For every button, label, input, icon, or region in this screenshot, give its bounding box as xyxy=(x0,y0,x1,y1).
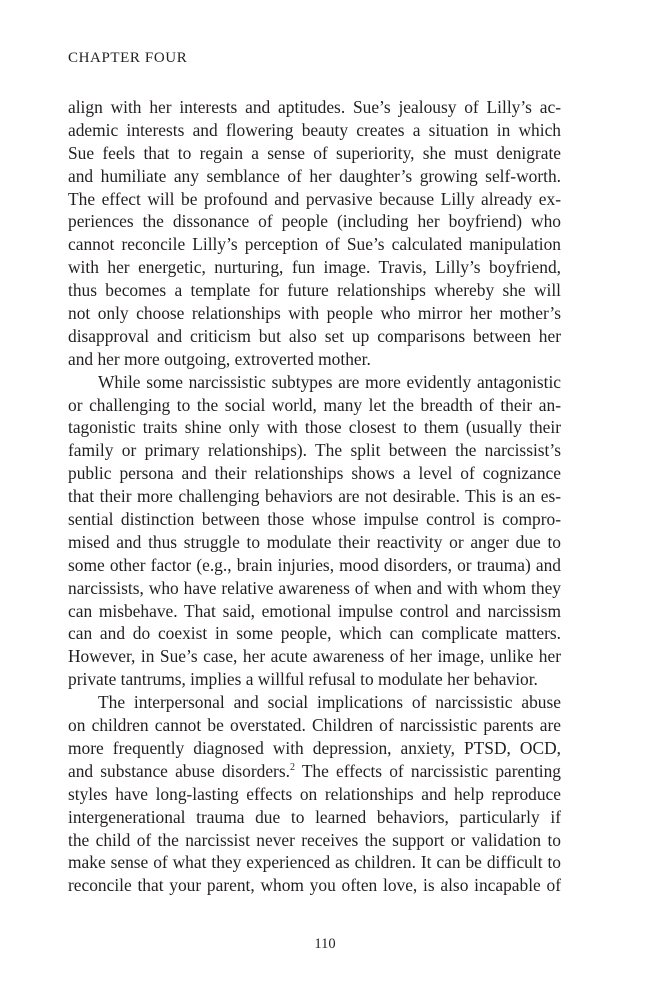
text-line: that their more challenging behaviors are not desirable. This is an es- xyxy=(68,486,561,507)
text-line-with-footnote xyxy=(68,760,561,783)
text-line: reconcile that your parent, whom you often love, is also incapable of xyxy=(68,875,561,896)
text-line: cannot reconcile Lilly’s perception of Sue’s calculated manipulation xyxy=(68,234,561,255)
text-line: disapproval and criticism but also set up comparisons between her xyxy=(68,325,561,346)
text-line: or challenging to the social world, many let the breadth of their an- xyxy=(68,394,561,415)
text-line: the child of the narcissist never receives the support or validation to xyxy=(68,829,561,850)
footnote-reference[interactable]: 2 xyxy=(289,762,295,774)
text-line: align with her interests and aptitudes. Sue’s jealousy of Lilly’s ac- xyxy=(68,97,561,117)
text-segment: and substance abuse disorders. xyxy=(68,760,290,781)
text-line: on children cannot be overstated. Children of narcissistic parents are xyxy=(68,715,561,736)
text-line: sential distinction between those whose impulse control is compro- xyxy=(68,509,561,530)
text-line: periences the dissonance of people (including her boyfriend) who xyxy=(68,211,561,232)
body-text xyxy=(68,96,561,897)
text-line: family or primary relationships). The split between the narcissist’s xyxy=(68,440,561,461)
text-line: mised and thus struggle to modulate their reactivity or anger due to xyxy=(68,531,561,552)
text-line: with her energetic, nurturing, fun image. Travis, Lilly’s boyfriend, xyxy=(68,257,561,278)
text-line: Sue feels that to regain a sense of superiority, she must denigrate xyxy=(68,142,561,163)
text-segment: The effects of narcissistic parenting xyxy=(294,760,562,781)
paragraph-first-line: While some narcissistic subtypes are more evidently antagonistic xyxy=(98,371,561,392)
text-line: tagonistic traits shine only with those closest to them (usually their xyxy=(68,417,561,438)
text-line: can and do coexist in some people, which can complicate matters. xyxy=(68,623,561,644)
page-number: 110 xyxy=(314,936,336,952)
text-line: private tantrums, implies a willful refusal to modulate her behavior. xyxy=(68,669,538,690)
text-line: and her more outgoing, extroverted mother. xyxy=(68,348,371,369)
text-line: more frequently diagnosed with depression, anxiety, PTSD, OCD, xyxy=(68,737,561,758)
text-line: not only choose relationships with people who mirror her mother’s xyxy=(68,303,561,324)
text-line: However, in Sue’s case, her acute awareness of her image, unlike her xyxy=(68,646,561,667)
text-line: styles have long-lasting effects on relationships and help reproduce xyxy=(68,783,561,804)
text-line: public persona and their relationships shows a level of cognizance xyxy=(68,463,561,484)
text-line: intergenerational trauma due to learned behaviors, particularly if xyxy=(68,806,561,827)
text-line: some other factor (e.g., brain injuries, mood disorders, or trauma) and xyxy=(68,554,561,575)
text-line: narcissists, who have relative awareness of when and with whom they xyxy=(68,577,561,598)
text-line: ademic interests and flowering beauty creates a situation in which xyxy=(68,119,561,140)
text-line: and humiliate any semblance of her daughter’s growing self-worth. xyxy=(68,165,561,186)
running-head: CHAPTER FOUR xyxy=(68,50,188,66)
text-line: thus becomes a template for future relationships whereby she will xyxy=(68,280,561,301)
text-line: The effect will be profound and pervasive because Lilly already ex- xyxy=(68,188,561,209)
text-line: can misbehave. That said, emotional impulse control and narcissism xyxy=(68,600,561,621)
paragraph-first-line: The interpersonal and social implications of narcissistic abuse xyxy=(98,692,561,713)
text-line: make sense of what they experienced as children. It can be difficult to xyxy=(68,852,561,873)
